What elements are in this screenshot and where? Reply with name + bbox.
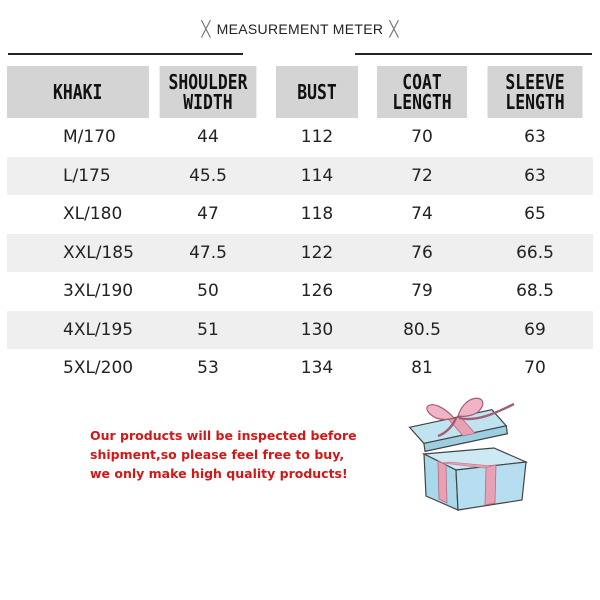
- bust-cell: 122: [267, 234, 367, 273]
- table-row: [7, 118, 593, 157]
- notice-line: shipment,so please feel free to buy,: [90, 447, 345, 462]
- table-row: [7, 234, 593, 273]
- coat-length-cell: 80.5: [367, 311, 477, 350]
- column-header-color: KHAKI: [7, 66, 149, 118]
- size-cell: 5XL/200: [63, 358, 134, 379]
- column-header-sleeve-length: SLEEVE LENGTH: [487, 66, 582, 118]
- shoulder-cell: 53: [197, 358, 219, 379]
- bust-cell: 130: [267, 311, 367, 350]
- shoulder-cell: 47.5: [149, 234, 267, 273]
- shoulder-cell: 44: [197, 127, 219, 148]
- shoulder-cell: 50: [197, 281, 219, 302]
- sleeve-length-cell: 70: [524, 358, 546, 379]
- coat-length-cell: 79: [411, 281, 433, 302]
- size-chart-table: [7, 66, 593, 388]
- coat-length-cell: 76: [367, 234, 477, 273]
- quality-notice: [90, 426, 410, 483]
- size-cell: M/170: [63, 127, 116, 148]
- sleeve-length-cell: 69: [477, 311, 593, 350]
- sleeve-length-cell: 66.5: [477, 234, 593, 273]
- size-cell: L/175: [7, 157, 149, 196]
- size-cell: 4XL/195: [7, 311, 149, 350]
- shoulder-cell: 47: [197, 204, 219, 225]
- column-header-bust: BUST: [276, 66, 358, 118]
- table-row: [7, 272, 593, 311]
- coat-length-cell: 70: [411, 127, 433, 148]
- table-row: [7, 349, 593, 388]
- bust-cell: 114: [267, 157, 367, 196]
- sleeve-length-cell: 65: [524, 204, 546, 225]
- bust-cell: 126: [300, 281, 334, 302]
- notice-line: we only make high quality products!: [90, 466, 348, 481]
- bust-cell: 112: [300, 127, 334, 148]
- bust-cell: 134: [300, 358, 334, 379]
- header-title: [0, 20, 600, 38]
- shoulder-cell: 51: [149, 311, 267, 350]
- sleeve-length-cell: 68.5: [516, 281, 554, 302]
- gift-box-icon: [402, 392, 532, 512]
- shoulder-cell: 45.5: [149, 157, 267, 196]
- column-header-coat-length: COAT LENGTH: [377, 66, 467, 118]
- table-row: [7, 157, 593, 196]
- coat-length-cell: 81: [411, 358, 433, 379]
- coat-length-cell: 74: [411, 204, 433, 225]
- size-cell: XL/180: [63, 204, 123, 225]
- table-row: [7, 195, 593, 234]
- bust-cell: 118: [300, 204, 334, 225]
- size-cell: XXL/185: [7, 234, 149, 273]
- size-cell: 3XL/190: [63, 281, 134, 302]
- header-rule-left: [8, 53, 243, 55]
- header-title-text: MEASUREMENT METER: [216, 21, 384, 37]
- header-rule-right: [355, 53, 592, 55]
- measurement-header: [0, 14, 600, 50]
- column-header-shoulder-width: SHOULDER WIDTH: [160, 66, 257, 118]
- sleeve-length-cell: 63: [477, 157, 593, 196]
- sleeve-length-cell: 63: [524, 127, 546, 148]
- coat-length-cell: 72: [367, 157, 477, 196]
- table-header-row: [7, 66, 593, 118]
- notice-line: Our products will be inspected before: [90, 428, 357, 443]
- cross-icon: ╳: [389, 21, 399, 38]
- table-row: [7, 311, 593, 350]
- cross-icon: ╳: [201, 21, 211, 38]
